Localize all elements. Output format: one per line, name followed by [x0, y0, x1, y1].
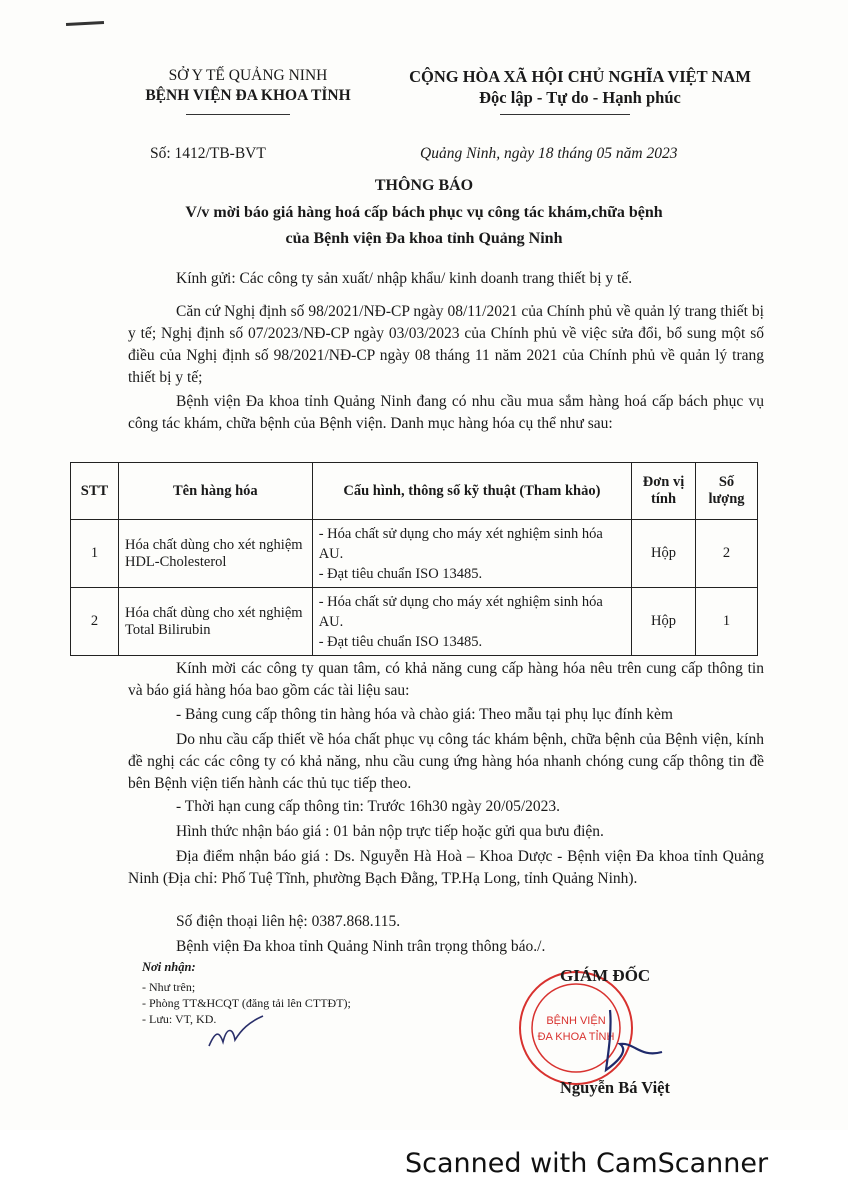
- row-spec: [312, 588, 631, 656]
- recipient-item: - Như trên;: [142, 980, 196, 994]
- scanner-watermark: Scanned with CamScanner: [405, 1148, 769, 1179]
- goods-table: [70, 462, 758, 656]
- signer-position: GIÁM ĐỐC: [560, 966, 651, 985]
- row-qty: 1: [696, 588, 758, 656]
- spec-line: - Đạt tiêu chuẩn ISO 13485.: [318, 633, 483, 650]
- table-row: [71, 520, 758, 588]
- col-qty: Số lượng: [696, 463, 758, 520]
- signer-name: Nguyễn Bá Việt: [560, 1078, 671, 1097]
- row-stt: 1: [71, 520, 119, 588]
- document-number: Số: 1412/TB-BVT: [150, 145, 266, 162]
- motto-underline: [500, 114, 630, 115]
- document-subject-line1: V/v mời báo giá hàng hoá cấp bách phục vụ công tác khám,chữa bệnh: [185, 204, 663, 221]
- deadline: - Thời hạn cung cấp thông tin: Trước 16h30 ngày 20/05/2023.: [176, 798, 560, 815]
- ministry-name: SỞ Y TẾ QUẢNG NINH: [168, 67, 328, 84]
- row-name: Hóa chất dùng cho xét nghiệm Total Bilirubin: [118, 588, 312, 656]
- document-title: THÔNG BÁO: [374, 177, 474, 194]
- legal-basis: Căn cứ Nghị định số 98/2021/NĐ-CP ngày 08/11/2021 của Chính phủ về quản lý trang thiết bị y tế; Nghị định số 07/2023/NĐ-CP ngày 03/03/2023 của Chính phủ về việc sửa đổi, bổ sung một số điều của Nghị định số 98/2021/NĐ-CP ngày 08 tháng 11 năm 2021 của Chính phủ về quản lý trang thiết bị y tế;: [128, 303, 764, 386]
- row-unit: Hộp: [632, 520, 696, 588]
- col-spec: Cấu hình, thông số kỹ thuật (Tham khảo): [312, 463, 631, 520]
- spec-line: - Đạt tiêu chuẩn ISO 13485.: [318, 565, 483, 582]
- col-unit: Đơn vị tính: [632, 463, 696, 520]
- submission-method: Hình thức nhận báo giá : 01 bản nộp trực tiếp hoặc gửi qua bưu điện.: [176, 823, 604, 840]
- row-unit: Hộp: [632, 588, 696, 656]
- row-qty: 2: [696, 520, 758, 588]
- handwritten-signature: [590, 1000, 670, 1080]
- contact-phone: Số điện thoại liên hệ: 0387.868.115.: [176, 913, 401, 930]
- document-subject-line2: của Bệnh viện Đa khoa tỉnh Quảng Ninh: [285, 230, 563, 247]
- hospital-name: BỆNH VIỆN ĐA KHOA TỈNH: [145, 87, 351, 104]
- document-date: Quảng Ninh, ngày 18 tháng 05 năm 2023: [420, 145, 678, 162]
- required-document: - Bảng cung cấp thông tin hàng hóa và chào giá: Theo mẫu tại phụ lục đính kèm: [176, 706, 673, 723]
- issuer-block: [98, 66, 398, 106]
- procurement-need: Bệnh viện Đa khoa tỉnh Quảng Ninh đang có nhu cầu mua sắm hàng hoá cấp bách phục vụ công tác khám, chữa bệnh của Bệnh viện. Danh mục hàng hóa cụ thể như sau:: [128, 393, 764, 432]
- row-name: Hóa chất dùng cho xét nghiệm HDL-Cholesterol: [118, 520, 312, 588]
- issuer-underline: [186, 114, 290, 115]
- submission-place: Địa điểm nhận báo giá : Ds. Nguyễn Hà Hoà – Khoa Dược - Bệnh viện Đa khoa tỉnh Quảng Ninh (Địa chỉ: Phố Tuệ Tĩnh, phường Bạch Đằng, TP.Hạ Long, tỉnh Quảng Ninh).: [128, 848, 764, 887]
- row-spec: [312, 520, 631, 588]
- invitation: Kính mời các công ty quan tâm, có khả năng cung cấp hàng hóa nêu trên cung cấp thông tin và báo giá hàng hóa bao gồm các tài liệu sau:: [128, 660, 764, 699]
- col-stt: STT: [71, 463, 119, 520]
- recipient-item: - Lưu: VT, KD.: [142, 1012, 217, 1026]
- scan-mark: [66, 21, 104, 26]
- initials-mark: [205, 1012, 269, 1052]
- recipient-item: - Phòng TT&HCQT (đăng tải lên CTTĐT);: [142, 996, 351, 1010]
- table-row: [71, 588, 758, 656]
- recipients-title: Nơi nhận:: [142, 960, 196, 974]
- stamp-line2: ĐA KHOA TỈNH: [537, 1031, 615, 1043]
- spec-line: - Hóa chất sử dụng cho máy xét nghiệm sinh hóa AU.: [318, 593, 603, 630]
- table-header-row: [71, 463, 758, 520]
- motto: Độc lập - Tự do - Hạnh phúc: [479, 88, 681, 107]
- national-header: [380, 66, 780, 108]
- stamp-line1: BỆNH VIỆN: [546, 1015, 606, 1027]
- spec-line: - Hóa chất sử dụng cho máy xét nghiệm sinh hóa AU.: [318, 525, 603, 562]
- country-name: CỘNG HÒA XÃ HỘI CHỦ NGHĨA VIỆT NAM: [409, 67, 751, 86]
- greeting: Kính gửi: Các công ty sản xuất/ nhập khẩu/ kinh doanh trang thiết bị y tế.: [176, 270, 633, 287]
- row-stt: 2: [71, 588, 119, 656]
- col-name: Tên hàng hóa: [118, 463, 312, 520]
- urgency-note: Do nhu cầu cấp thiết về hóa chất phục vụ công tác khám bệnh, chữa bệnh của Bệnh viện, kính đề nghị các các công ty có khả năng, nhu cầu cung ứng hàng hóa nhanh chóng cung cấp thông tin đề bên Bệnh viện tiến hành các thủ tục tiếp theo.: [128, 731, 764, 792]
- closing-line: Bệnh viện Đa khoa tỉnh Quảng Ninh trân trọng thông báo./.: [176, 938, 546, 955]
